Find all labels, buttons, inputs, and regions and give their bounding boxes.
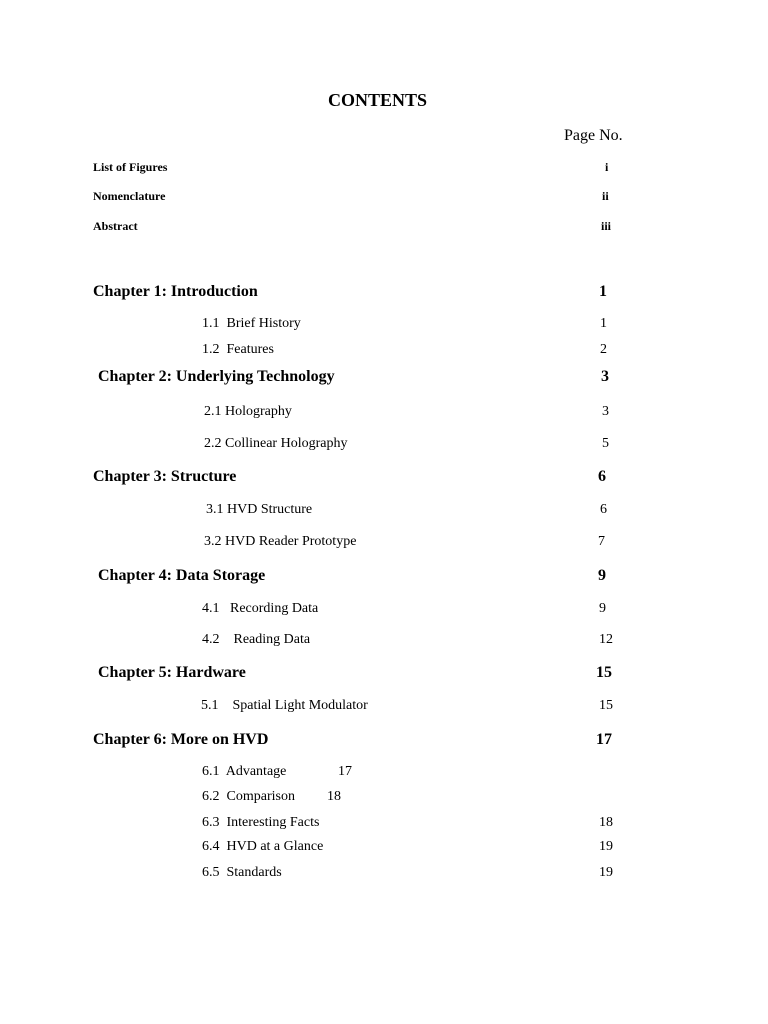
chapter-heading: Chapter 2: Underlying Technology [98, 368, 335, 385]
section-entry: 6.2 Comparison [202, 789, 295, 804]
section-page: 19 [599, 839, 613, 854]
chapter-heading: Chapter 4: Data Storage [98, 567, 266, 584]
section-entry: 6.3 Interesting Facts [202, 815, 320, 830]
section-entry: 3.1 HVD Structure [206, 502, 313, 517]
chapter-heading: Chapter 3: Structure [93, 468, 237, 485]
section-entry: 5.1 Spatial Light Modulator [201, 698, 368, 713]
toc-entry-label: Nomenclature [93, 189, 166, 203]
chapter-page: 9 [598, 567, 606, 584]
chapter-page: 1 [599, 283, 607, 300]
section-entry: 2.1 Holography [204, 404, 292, 419]
chapter-page: 6 [598, 468, 606, 485]
chapter-page: 3 [601, 368, 609, 385]
toc-entry-label: Abstract [93, 219, 138, 233]
section-page: 3 [602, 404, 609, 419]
chapter-page: 15 [596, 664, 612, 681]
toc-entry-page: iii [601, 219, 612, 233]
chapter-heading: Chapter 1: Introduction [93, 283, 258, 300]
section-page: 1 [600, 316, 607, 331]
section-page: 19 [599, 865, 613, 880]
page-title: CONTENTS [328, 90, 428, 110]
toc-entry-page: i [605, 160, 609, 174]
section-entry: 1.1 Brief History [202, 316, 301, 331]
section-entry: 4.2 Reading Data [202, 632, 311, 647]
toc-entry-label: List of Figures [93, 160, 168, 174]
toc-entry-page: ii [602, 189, 609, 203]
section-page: 9 [599, 601, 606, 616]
section-page: 17 [338, 764, 352, 779]
section-entry: 2.2 Collinear Holography [204, 436, 348, 451]
section-page: 12 [599, 632, 613, 647]
chapter-heading: Chapter 5: Hardware [98, 664, 246, 681]
chapter-heading: Chapter 6: More on HVD [93, 731, 269, 748]
section-page: 2 [600, 342, 607, 357]
section-page: 18 [327, 789, 341, 804]
section-entry: 6.1 Advantage [202, 764, 287, 779]
section-page: 5 [602, 436, 609, 451]
section-entry: 6.4 HVD at a Glance [202, 839, 324, 854]
section-page: 7 [598, 534, 605, 549]
section-entry: 1.2 Features [202, 342, 274, 357]
chapter-page: 17 [596, 731, 612, 748]
section-page: 18 [599, 815, 613, 830]
section-entry: 4.1 Recording Data [202, 601, 319, 616]
section-page: 15 [599, 698, 613, 713]
page-no-header: Page No. [564, 127, 623, 144]
section-page: 6 [600, 502, 607, 517]
section-entry: 6.5 Standards [202, 865, 282, 880]
section-entry: 3.2 HVD Reader Prototype [204, 534, 357, 549]
